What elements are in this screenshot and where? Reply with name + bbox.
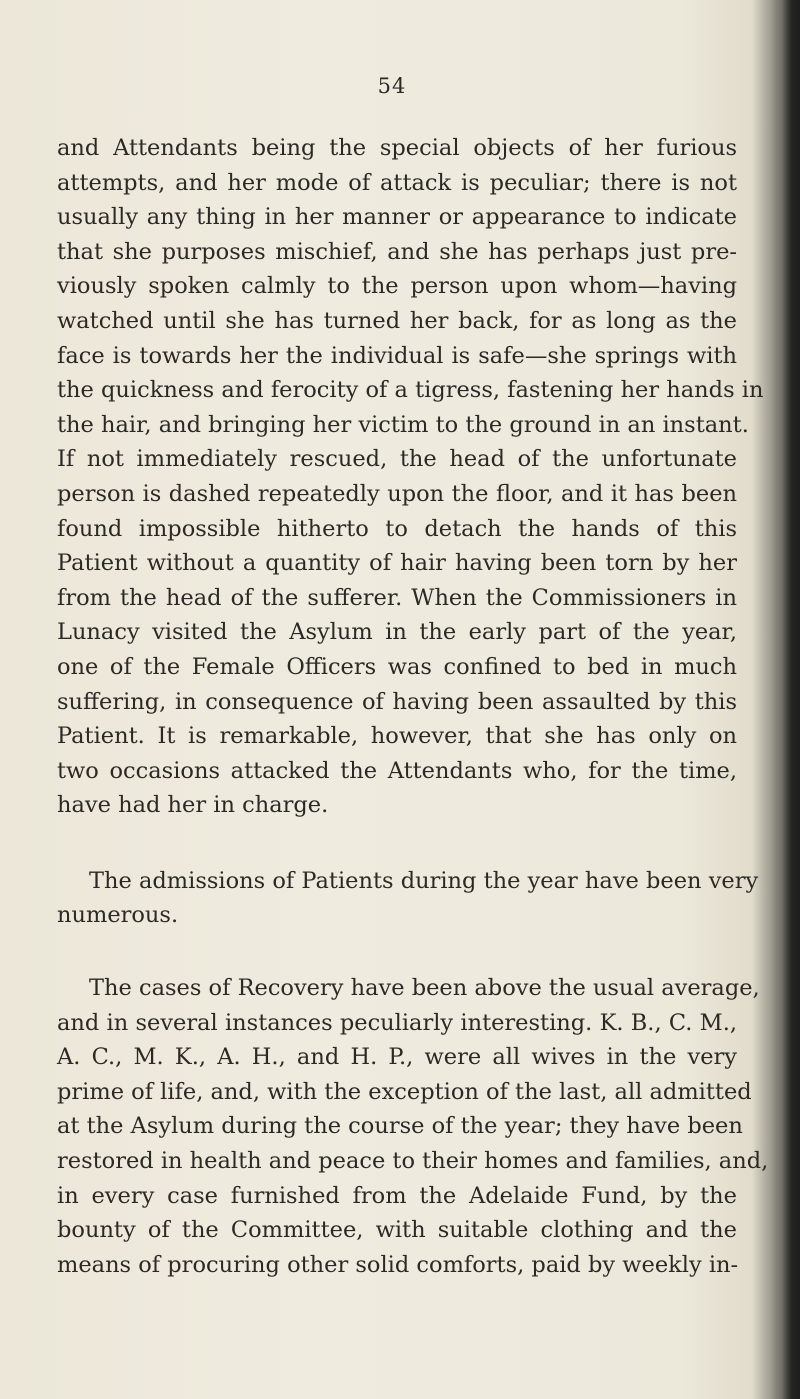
text-line: Patient without a quantity of hair having been torn by her (57, 550, 737, 577)
text-line: Lunacy visited the Asylum in the early part of the year, (57, 619, 737, 646)
text-line: usually any thing in her manner or appearance to indicate (57, 204, 737, 231)
text-line: face is towards her the individual is safe—she springs with (57, 342, 737, 369)
paragraph-admissions (57, 864, 759, 933)
text-line: found impossible hitherto to detach the hands of this (57, 515, 737, 542)
text-line: and Attendants being the special objects of her furious (57, 135, 737, 161)
text-line: that she purposes mischief, and she has perhaps just pre- (57, 238, 737, 265)
text-line: in every case furnished from the Adelaide Fund, by the (57, 1182, 737, 1209)
text-line: means of procuring other solid comforts, paid by weekly in- (57, 1251, 739, 1278)
paragraph-attendants (57, 131, 764, 823)
body-text (57, 131, 769, 1282)
text-line: If not immediately rescued, the head of the unfortunate (57, 446, 737, 473)
text-line: from the head of the sufferer. When the Commissioners in (57, 584, 737, 611)
text-line: bounty of the Committee, with suitable clothing and the (57, 1217, 737, 1244)
text-line: Patient. It is remarkable, however, that she has only on (57, 723, 737, 750)
text-line: The admissions of Patients during the year have been very (89, 867, 759, 894)
text-line: the quickness and ferocity of a tigress, fastening her hands in (57, 377, 764, 404)
text-line: attempts, and her mode of attack is peculiar; there is not (57, 169, 737, 196)
text-line: watched until she has turned her back, for as long as the (57, 307, 737, 334)
text-line: A. C., M. K., A. H., and H. P., were all wives in the very (57, 1044, 737, 1071)
paragraph-spacer (57, 823, 737, 864)
text-line: prime of life, and, with the exception of the last, all admitted (57, 1078, 752, 1105)
text-line: viously spoken calmly to the person upon whom—having (57, 273, 737, 300)
text-line: at the Asylum during the course of the year; they have been (57, 1113, 743, 1140)
paragraph-recovery (57, 971, 769, 1282)
page-edge-shadow (772, 0, 800, 1399)
text-line: two occasions attacked the Attendants who, for the time, (57, 757, 737, 784)
text-line: numerous. (57, 902, 179, 929)
text-line: one of the Female Officers was confined to bed in much (57, 653, 737, 680)
text-line: the hair, and bringing her victim to the ground in an instant. (57, 411, 749, 438)
text-line: restored in health and peace to their homes and families, and, (57, 1148, 769, 1175)
text-line: suffering, in consequence of having been assaulted by this (57, 688, 737, 715)
paragraph-spacer (57, 933, 737, 971)
text-line: The cases of Recovery have been above the usual average, (89, 975, 760, 1002)
page-number: 54 (377, 74, 407, 98)
text-line: person is dashed repeatedly upon the floor, and it has been (57, 480, 737, 507)
text-line: have had her in charge. (57, 792, 329, 819)
text-line: and in several instances peculiarly interesting. K. B., C. M., (57, 1009, 737, 1036)
